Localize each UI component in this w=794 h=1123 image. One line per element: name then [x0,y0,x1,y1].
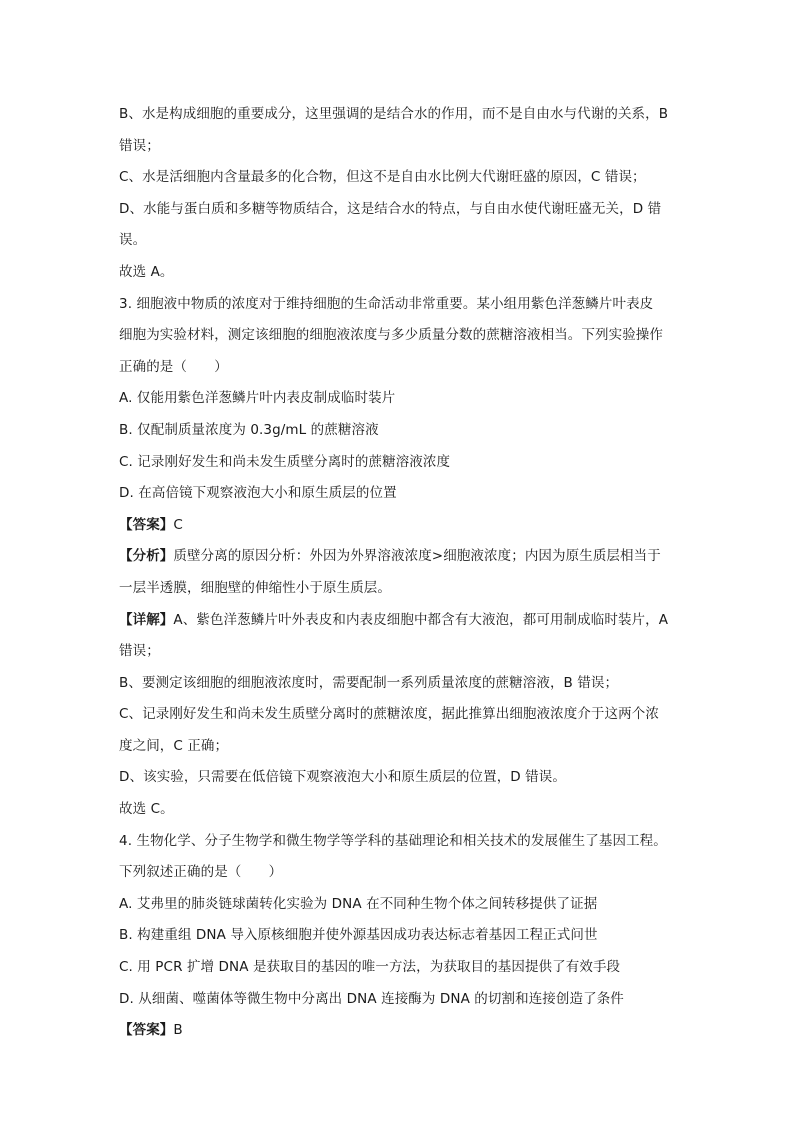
option-c: C. 记录刚好发生和尚未发生质壁分离时的蔗糖溶液浓度 [119,453,451,470]
text-line: D、水能与蛋白质和多糖等物质结合，这是结合水的特点，与自由水使代谢旺盛无关，D 错 [119,200,662,217]
option-a: A. 艾弗里的肺炎链球菌转化实验为 DNA 在不同种生物个体之间转移提供了证据 [119,895,598,912]
text-line: B、水是构成细胞的重要成分，这里强调的是结合水的作用，而不是自由水与代谢的关系，B [119,106,669,122]
analysis-line: 【分析】质壁分离的原因分析：外因为外界溶液浓度>细胞液浓度；内因为原生质层相当于 [119,548,661,565]
question-stem: 正确的是（ ） [119,358,228,375]
option-b: B. 构建重组 DNA 导入原核细胞并使外源基因成功表达标志着基因工程正式问世 [119,927,598,944]
explanation-tag: 【详解】 [119,611,174,628]
question-stem: 3. 细胞液中物质的浓度对于维持细胞的生命活动非常重要。某小组用紫色洋葱鳞片叶表皮 [119,295,654,312]
option-a: A. 仅能用紫色洋葱鳞片叶内表皮制成临时装片 [119,390,396,407]
answer-tag: 【答案】 [119,1022,174,1039]
answer-tag: 【答案】 [119,516,174,533]
text-line: 一层半透膜，细胞壁的伸缩性小于原生质层。 [119,579,391,596]
option-d: D. 在高倍镜下观察液泡大小和原生质层的位置 [119,485,397,502]
answer-line: 【答案】C [119,516,183,533]
question-stem: 4. 生物化学、分子生物学和微生物学等学科的基础理论和相关技术的发展催生了基因工程。 [119,832,667,849]
text-line: 误。 [119,232,147,249]
text-line: 故选 A。 [119,263,174,280]
text-line: 故选 C。 [119,801,174,818]
text-line: 错误； [119,643,160,660]
text-line: 度之间，C 正确； [119,737,229,754]
answer-line: 【答案】B [119,1022,183,1039]
analysis-tag: 【分析】 [119,548,174,565]
document-body [119,99,689,1047]
text-line: 错误； [119,137,160,154]
explanation-line: 【详解】A、紫色洋葱鳞片叶外表皮和内表皮细胞中都含有大液泡，都可用制成临时装片，A [119,611,669,628]
question-stem: 细胞为实验材料，测定该细胞的细胞液浓度与多少质量分数的蔗糖溶液相当。下列实验操作 [119,327,663,344]
text-line: B、要测定该细胞的细胞液浓度时，需要配制一系列质量浓度的蔗糖溶液，B 错误； [119,674,619,691]
option-b: B. 仅配制质量浓度为 0.3g/mL 的蔗糖溶液 [119,421,379,438]
text-line: C、水是活细胞内含量最多的化合物，但这不是自由水比例大代谢旺盛的原因，C 错误； [119,169,646,186]
text-line: C、记录刚好发生和尚未发生质壁分离时的蔗糖浓度，据此推算出细胞液浓度介于这两个浓 [119,706,659,723]
option-d: D. 从细菌、噬菌体等微生物中分离出 DNA 连接酶为 DNA 的切割和连接创造了条件 [119,990,624,1007]
question-stem: 下列叙述正确的是（ ） [119,864,283,881]
text-line: D、该实验，只需要在低倍镜下观察液泡大小和原生质层的位置，D 错误。 [119,769,566,786]
option-c: C. 用 PCR 扩增 DNA 是获取目的基因的唯一方法，为获取目的基因提供了有效手段 [119,959,621,976]
